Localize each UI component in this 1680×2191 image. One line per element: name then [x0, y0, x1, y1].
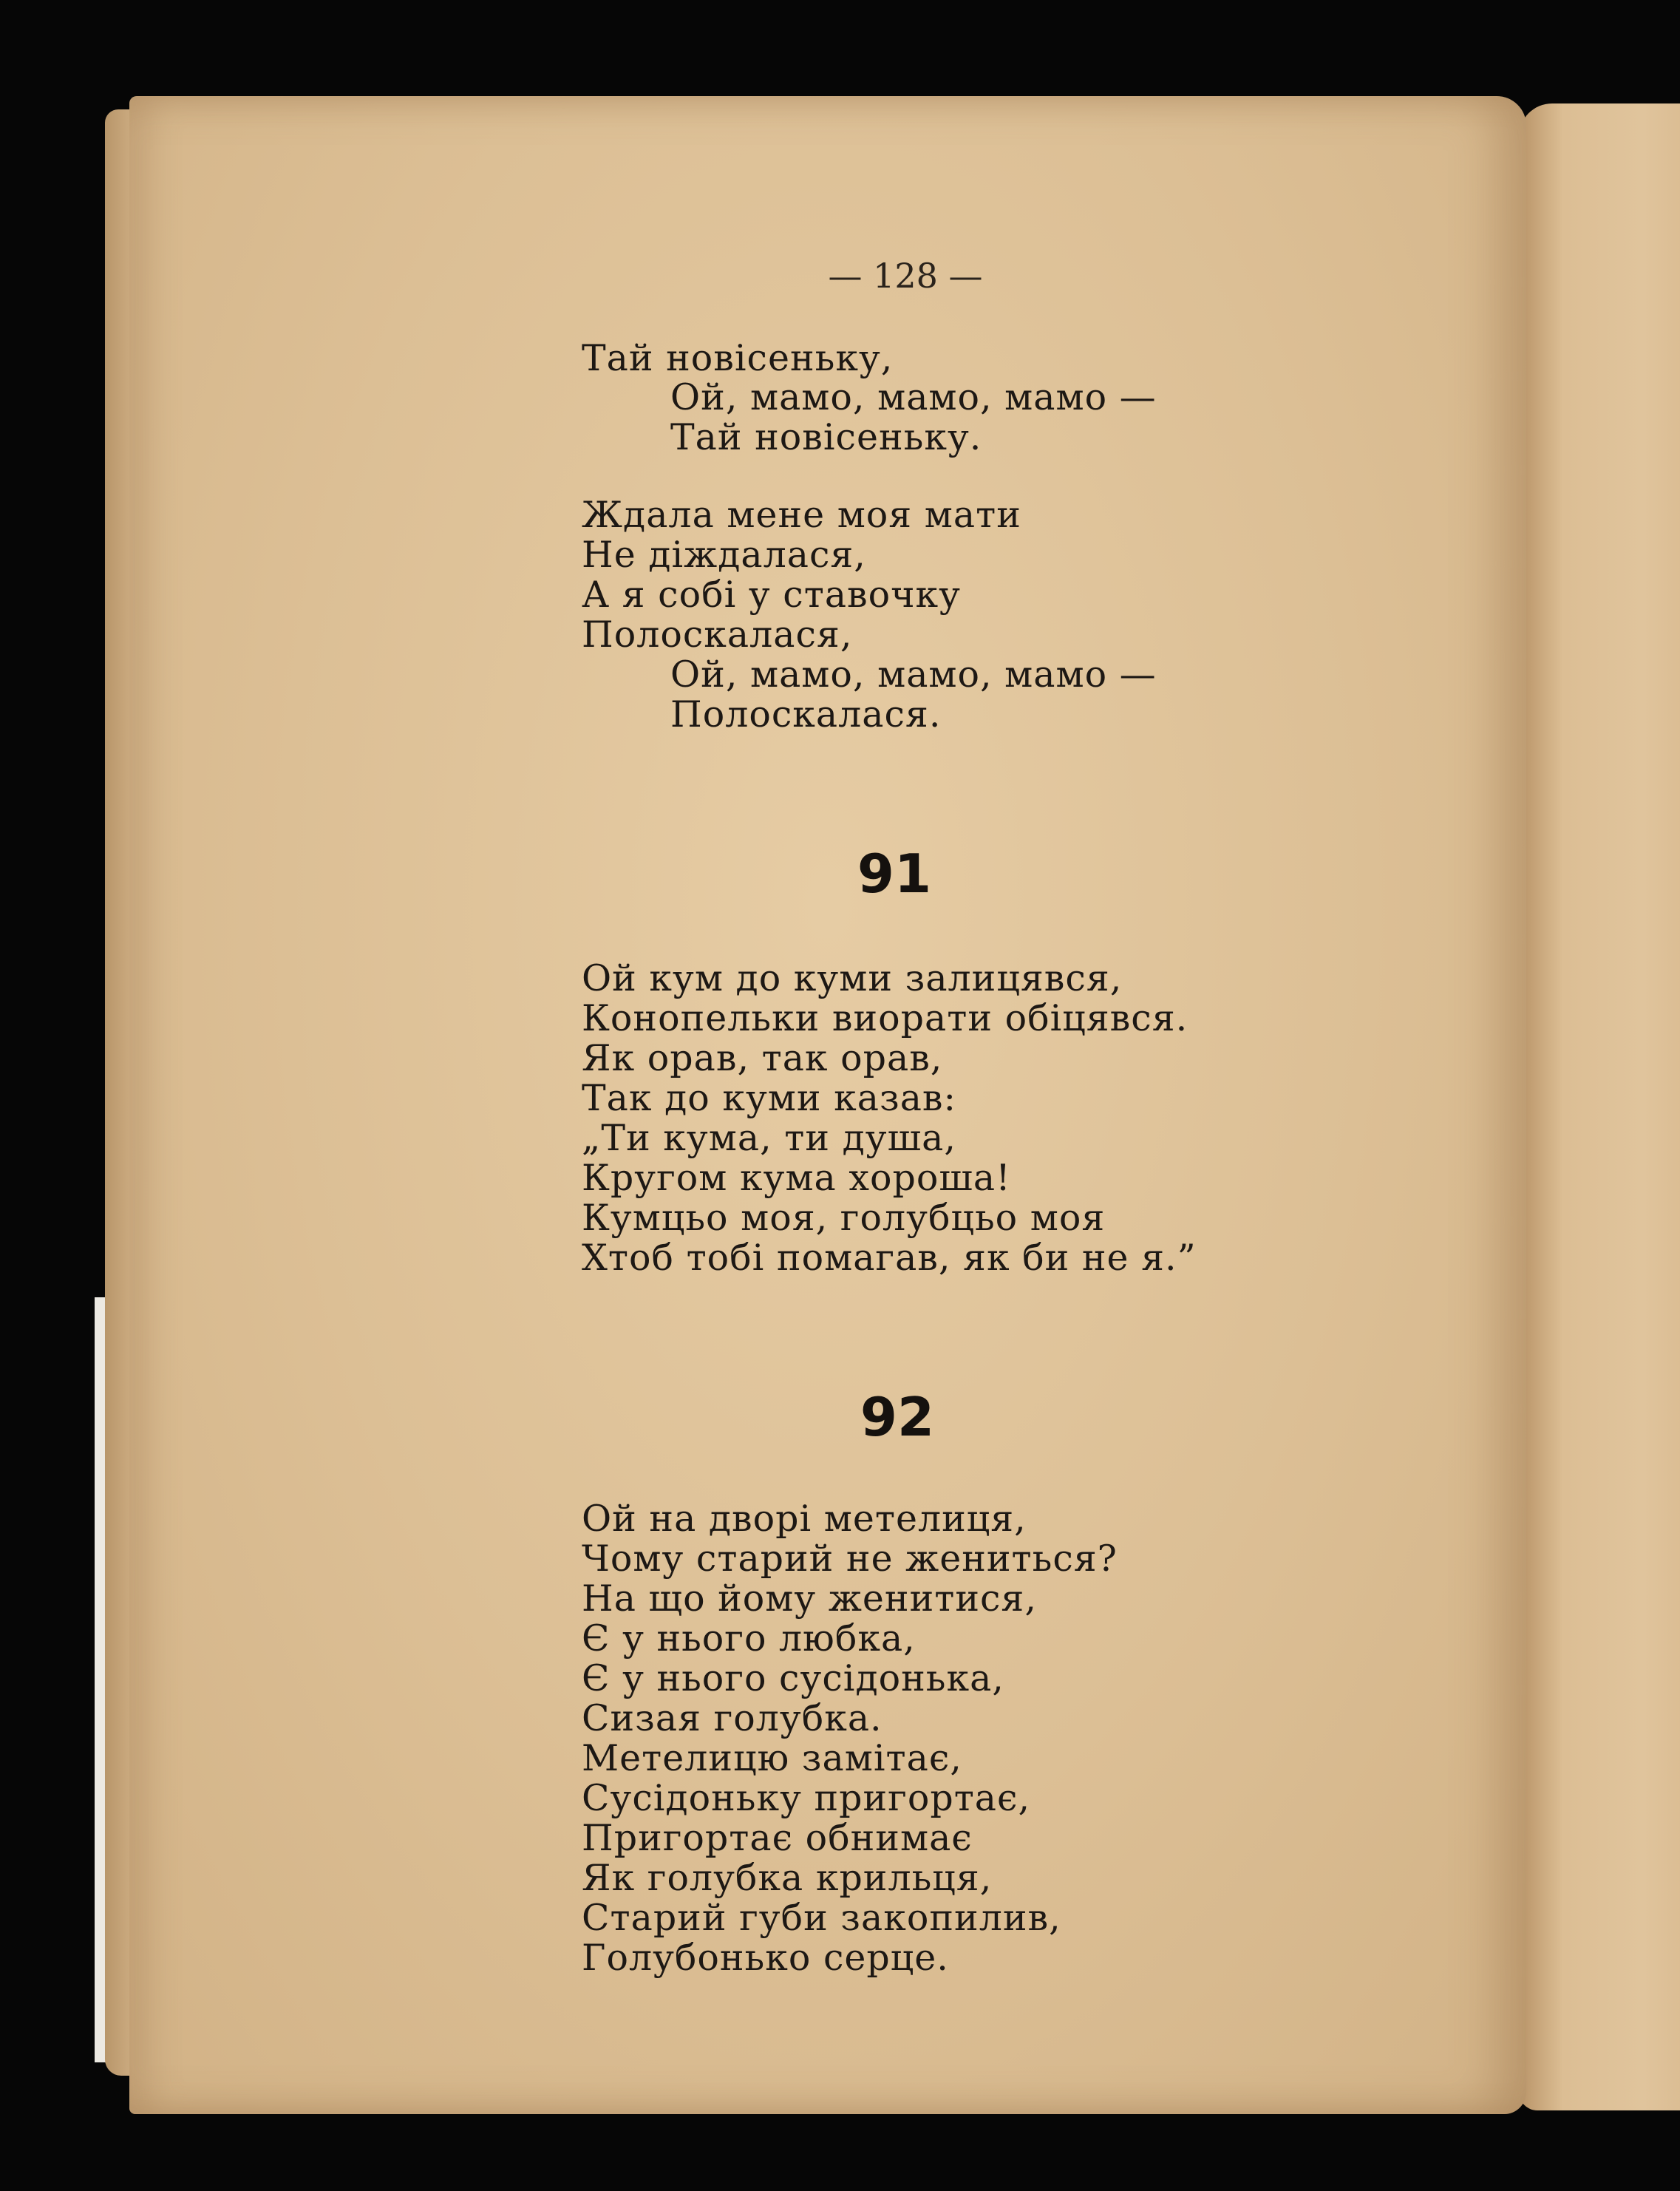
verse-line: Конопельки виорати обіцявся.: [582, 997, 1188, 1039]
verse-line: Тай новісеньку,: [582, 337, 894, 379]
verse-line: Так до куми казав:: [582, 1077, 957, 1119]
verse-line: Не діждалася,: [582, 534, 866, 576]
verse-line: Ой кум до куми залицявся,: [582, 957, 1123, 999]
verse-line: Кругом кума хороша!: [582, 1157, 1011, 1199]
verse-line: Тай новісеньку.: [670, 416, 982, 458]
song-number-91: 91: [857, 843, 932, 905]
verse-line: Ой, мамо, мамо, мамо —: [670, 653, 1157, 696]
verse-line: Старий губи закопилив,: [582, 1897, 1061, 1939]
page-number: — 128 —: [828, 256, 983, 296]
verse-line: Голубонько серце.: [582, 1937, 949, 1979]
verse-line: Сусідоньку пригортає,: [582, 1777, 1031, 1819]
verse-line: Кумцьо моя, голубцьо моя: [582, 1197, 1106, 1239]
verse-line: Полоскалася,: [582, 614, 853, 656]
verse-line: Як голубка крильця,: [582, 1857, 993, 1899]
verse-line: Чому старий не жениться?: [582, 1538, 1118, 1580]
facing-page: [1519, 103, 1680, 2110]
verse-line: Є у нього сусідонька,: [582, 1657, 1004, 1699]
song-number-92: 92: [860, 1386, 935, 1448]
verse-line: Ой, мамо, мамо, мамо —: [670, 376, 1157, 418]
verse-line: Сизая голубка.: [582, 1697, 882, 1739]
verse-line: Полоскалася.: [670, 693, 942, 736]
verse-line: Хтоб тобі помагав, як би не я.”: [582, 1237, 1197, 1279]
verse-line: Ждала мене моя мати: [582, 494, 1021, 536]
verse-line: „Ти кума, ти душа,: [582, 1117, 956, 1159]
verse-line: Є у нього любка,: [582, 1617, 916, 1660]
verse-line: Пригортає обнимає: [582, 1817, 973, 1859]
verse-line: На що йому женитися,: [582, 1577, 1037, 1620]
verse-line: Метелицю замітає,: [582, 1737, 962, 1779]
verse-line: Як орав, так орав,: [582, 1037, 943, 1079]
verse-line: Ой на дворі метелиця,: [582, 1498, 1027, 1540]
verse-line: А я собі у ставочку: [582, 574, 961, 616]
